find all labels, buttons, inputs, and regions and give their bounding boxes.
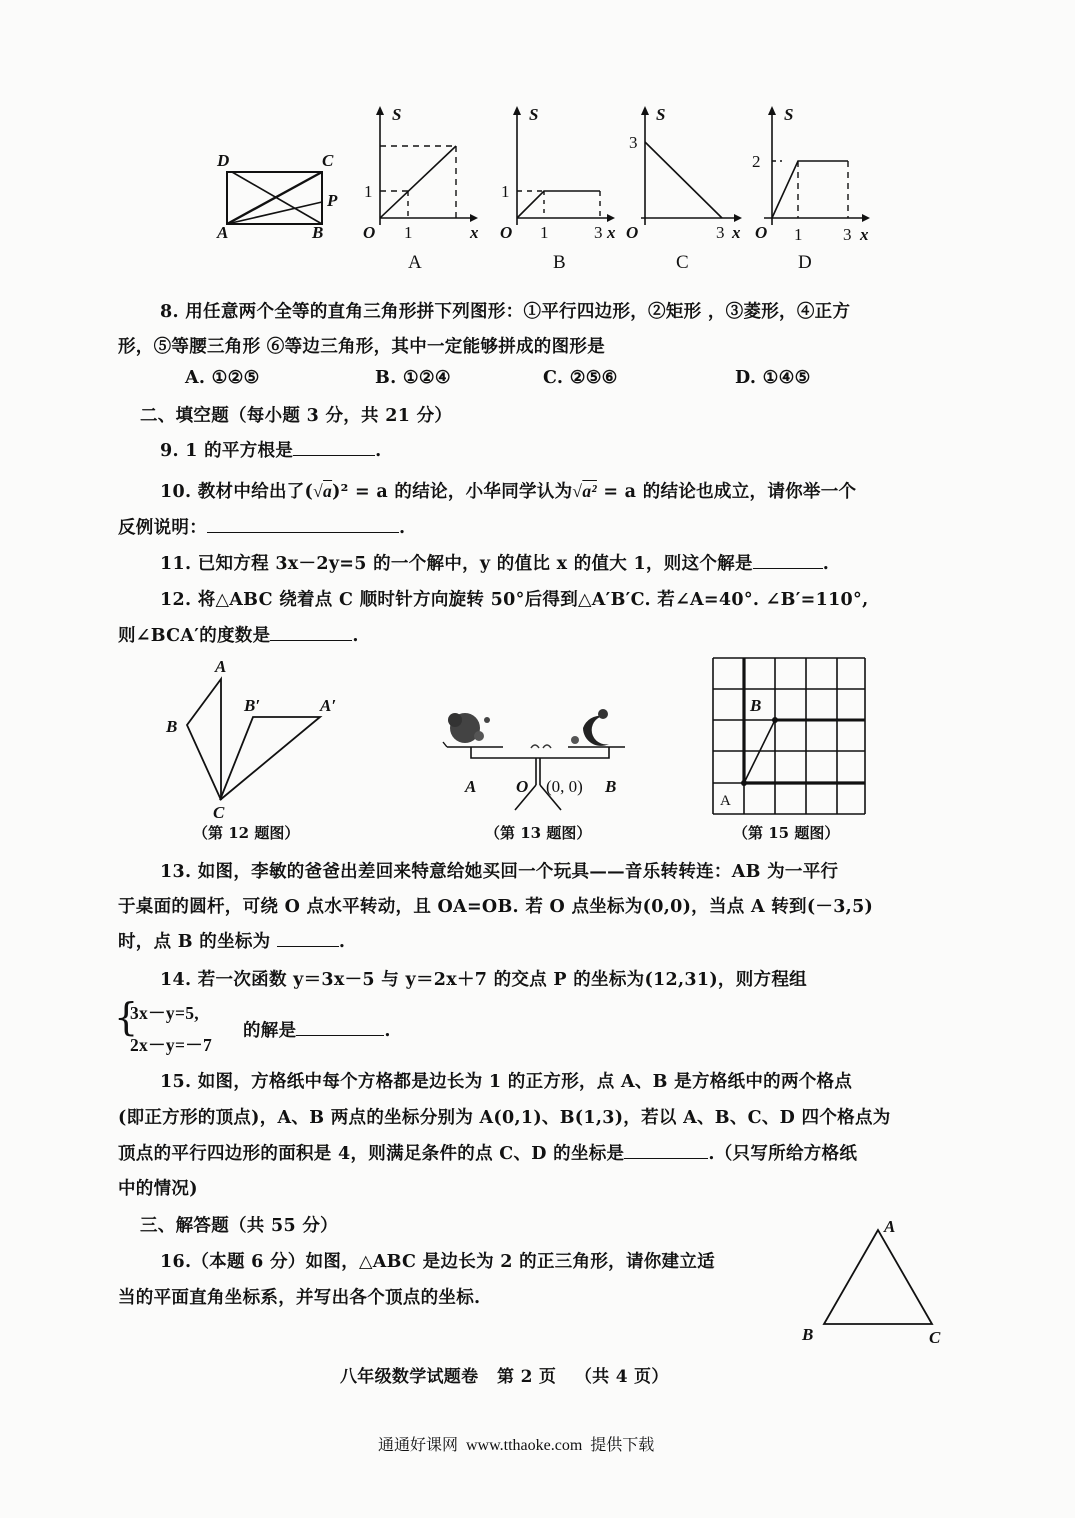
q9-text: 9. 1 的平方根是 xyxy=(160,441,294,461)
q11-answer-blank[interactable] xyxy=(753,567,823,569)
fig12-label-b-prime: B′ xyxy=(244,696,261,715)
q15-line4: 中的情况) xyxy=(118,1179,198,1199)
q14-brace: { xyxy=(114,995,139,1039)
graph-c-s-label: S xyxy=(656,105,666,124)
q16-label-b: B xyxy=(802,1325,814,1344)
q8-option-d: D. ①④⑤ xyxy=(735,368,811,388)
graph-a-option-label: A xyxy=(408,252,422,273)
q9-answer-blank[interactable] xyxy=(293,454,375,456)
fig15-label-a: A xyxy=(720,793,731,809)
q14-answer-blank[interactable] xyxy=(296,1034,384,1036)
fig13-caption: （第 13 题图） xyxy=(485,824,592,842)
graph-d-x-label: x xyxy=(860,225,869,244)
fig12-label-a: A xyxy=(215,657,227,676)
q11-end: . xyxy=(822,554,830,574)
q10-end: . xyxy=(399,518,406,538)
graph-b-x-tick-3: 3 xyxy=(594,223,603,242)
q10-part2: )² = a 的结论，小华同学认为 xyxy=(332,482,573,502)
graph-option-d xyxy=(752,100,882,280)
q15-line3-text: 顶点的平行四边形的面积是 4，则满足条件的点 C、D 的坐标是 xyxy=(118,1144,625,1164)
graph-option-b xyxy=(497,100,627,280)
q10-part3: = a 的结论也成立，请你举一个 xyxy=(596,482,857,502)
section2-heading: 二、填空题（每小题 3 分，共 21 分） xyxy=(140,406,453,426)
q14-tail-text: 的解是 xyxy=(243,1021,297,1041)
fig15-label-b: B xyxy=(750,696,762,715)
q14-eq2: 2x－y=－7 xyxy=(130,1035,213,1055)
graph-c-origin: O xyxy=(626,223,639,242)
graph-d-option-label: D xyxy=(798,252,812,273)
fig13-right-flower-icon xyxy=(571,709,609,746)
q9-end: . xyxy=(375,441,382,461)
fig13-label-o: O xyxy=(516,777,529,796)
fig13-label-b: B xyxy=(605,777,617,796)
graph-c-x-label: x xyxy=(732,223,741,242)
q11-text: 11. 已知方程 3x－2y=5 的一个解中，y 的值比 x 的值大 1，则这个解是 xyxy=(160,554,753,574)
graph-option-a xyxy=(360,100,490,280)
fig15-caption: （第 15 题图） xyxy=(733,824,840,842)
q13-end: . xyxy=(338,932,346,952)
q14-line1: 14. 若一次函数 y＝3x－5 与 y＝2x＋7 的交点 P 的坐标为(12,31)，则方程组 xyxy=(160,970,807,990)
q9 xyxy=(160,437,382,462)
q15-line1: 15. 如图，方格纸中每个方格都是边长为 1 的正方形，点 A、B 是方格纸中的两个格点 xyxy=(160,1072,853,1092)
graph-c-x-tick: 3 xyxy=(716,223,725,242)
q10-sqrt-a2: √a² xyxy=(572,481,597,501)
q8-option-a: A. ①②⑤ xyxy=(185,368,260,388)
graph-option-c xyxy=(624,100,754,280)
graph-d-x-tick-3: 3 xyxy=(843,225,852,244)
q16-label-a: A xyxy=(884,1217,896,1236)
q15-line3-tail: .（只写所给方格纸 xyxy=(708,1144,858,1164)
graph-b-y-tick: 1 xyxy=(501,182,510,201)
graph-b-x-tick-1: 1 xyxy=(540,223,549,242)
q10-line1 xyxy=(160,478,856,503)
graph-a-origin: O xyxy=(363,223,376,242)
graph-d-s-label: S xyxy=(784,105,794,124)
q15-line2: (即正方形的顶点)，A、B 两点的坐标分别为 A(0,1)、B(1,3)，若以 A、B、C、D 四个格点为 xyxy=(118,1108,891,1128)
watermark-text: 通通好课网 www.tthaoke.com 提供下载 xyxy=(378,1437,655,1454)
q8-option-b: B. ①②④ xyxy=(375,368,451,388)
q12-line2-text: 则∠BCA′的度数是 xyxy=(118,626,271,646)
fig12-caption: （第 12 题图） xyxy=(193,824,300,842)
graph-d-y-tick: 2 xyxy=(752,152,761,171)
graph-b-origin: O xyxy=(500,223,513,242)
q10-part1: 10. 教材中给出了( xyxy=(160,482,314,502)
q10-line2 xyxy=(118,514,405,539)
q16-line2: 当的平面直角坐标系，并写出各个顶点的坐标. xyxy=(118,1288,481,1308)
fig13-label-a: A xyxy=(465,777,477,796)
q12-end: . xyxy=(352,626,359,646)
fig15-grid-diagram xyxy=(710,655,870,820)
q15-answer-blank[interactable] xyxy=(624,1157,708,1159)
graph-c-y-tick: 3 xyxy=(629,133,638,152)
graph-a-y-tick: 1 xyxy=(364,182,373,201)
q13-line2: 于桌面的圆杆，可绕 O 点水平转动，且 OA=OB. 若 O 点坐标为(0,0)，当点 A 转到(－3,5) xyxy=(118,897,874,917)
section3-heading: 三、解答题（共 55 分） xyxy=(140,1216,338,1236)
graph-b-x-label: x xyxy=(607,223,616,242)
rect-label-c: C xyxy=(322,151,334,170)
q13-line1: 13. 如图，李敏的爸爸出差回来特意给她买回一个玩具——音乐转转连：AB 为一平行 xyxy=(160,862,839,882)
graph-c-option-label: C xyxy=(676,252,689,273)
fig12-label-b: B xyxy=(166,717,178,736)
graph-d-x-tick-1: 1 xyxy=(794,225,803,244)
q13-line3 xyxy=(118,928,345,953)
fig12-label-a-prime: A′ xyxy=(320,696,337,715)
fig13-music-toy-diagram xyxy=(435,700,635,820)
fig12-label-c: C xyxy=(213,803,225,820)
q15-line3 xyxy=(118,1140,857,1165)
q14-tail xyxy=(243,1017,391,1042)
q10-answer-blank[interactable] xyxy=(207,531,399,533)
q10-sqrt-a: √a xyxy=(313,481,333,501)
q12-line1: 12. 将△ABC 绕着点 C 顺时针方向旋转 50°后得到△A′B′C. 若∠A=40°. ∠B′=110°, xyxy=(160,590,869,610)
fig13-left-flower-icon xyxy=(448,713,490,743)
fig12-rotation-diagram xyxy=(160,655,360,820)
q16-label-c: C xyxy=(929,1328,941,1347)
q12-answer-blank[interactable] xyxy=(270,639,352,641)
graph-a-s-label: S xyxy=(392,105,402,124)
rect-label-b: B xyxy=(312,223,324,240)
q12-line2 xyxy=(118,622,359,647)
q8-option-c: C. ②⑤⑥ xyxy=(543,368,618,388)
graph-d-origin: O xyxy=(755,223,768,242)
page-footer: 八年级数学试题卷 第 2 页 （共 4 页） xyxy=(340,1367,669,1387)
q11 xyxy=(160,550,829,575)
rect-label-d: D xyxy=(217,151,230,170)
graph-b-option-label: B xyxy=(553,252,566,273)
graph-b-s-label: S xyxy=(529,105,539,124)
q14-eq1: 3x－y=5, xyxy=(130,1003,199,1023)
q16-triangle-diagram xyxy=(795,1212,955,1352)
q16-line1: 16.（本题 6 分）如图，△ABC 是边长为 2 的正三角形，请你建立适 xyxy=(160,1252,715,1272)
graph-a-x-label: x xyxy=(470,223,479,242)
q13-line3-text: 时，点 B 的坐标为 xyxy=(118,932,271,952)
rect-label-p: P xyxy=(327,191,338,210)
rect-label-a: A xyxy=(217,223,229,240)
q8-line2: 形，⑤等腰三角形 ⑥等边三角形，其中一定能够拼成的图形是 xyxy=(118,337,605,357)
q13-answer-blank[interactable] xyxy=(277,945,339,947)
q10-line2-text: 反例说明： xyxy=(118,518,207,538)
q14-end: . xyxy=(384,1021,391,1041)
graph-a-x-tick: 1 xyxy=(404,223,413,242)
q8-line1: 8. 用任意两个全等的直角三角形拼下列图形：①平行四边形，②矩形 ，③菱形，④正方 xyxy=(160,302,851,322)
q7-rectangle-figure xyxy=(205,140,355,240)
fig13-label-origin: (0, 0) xyxy=(546,777,583,796)
